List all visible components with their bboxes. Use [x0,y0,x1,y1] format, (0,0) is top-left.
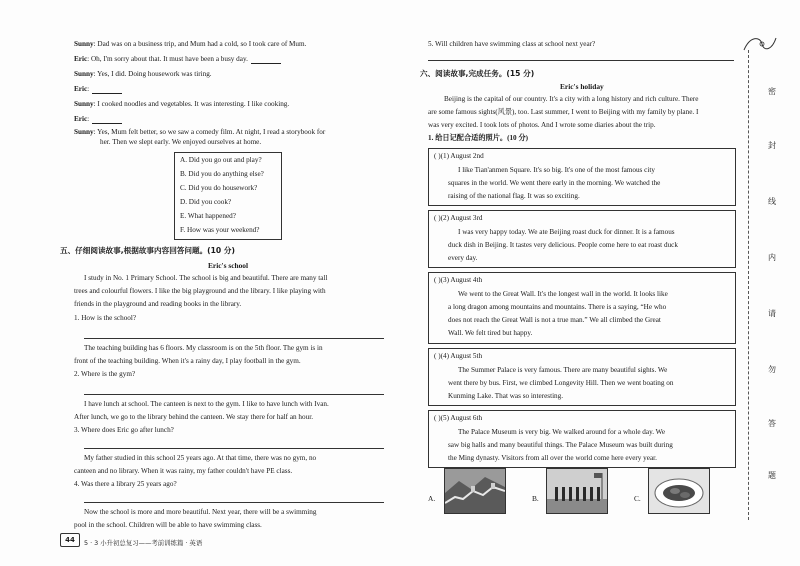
diary-5-line-1: The Palace Museum is very big. We walked around for a whole day. We [458,428,666,436]
seal-char-7: 答 [768,419,776,428]
footer-text: 5 · 3 小升初总复习——考前训练篇 · 英语 [84,539,203,547]
diary-2-line-1: I was very happy today. We ate Beijing roast duck for dinner. It is a famous [458,228,675,236]
pic-label-b: B. [532,494,539,503]
para-1-line-3: friends in the playground and reading books in the library. [74,300,242,308]
answer-line-2[interactable] [84,394,384,395]
para-1-line-2: trees and colourful flowers. I like the big playground and the library. I like playing with [74,287,326,295]
diary-4-head[interactable]: ( )(4) August 5th [434,352,483,360]
diary-3-line-4: Wall. We felt tired but happy. [448,329,533,337]
answer-line-3[interactable] [84,448,384,449]
story-title-holiday: Eric's holiday [560,82,604,91]
answer-blank[interactable] [251,56,281,64]
dialogue-line-7-cont: her. Then we slept early. We enjoyed ourselves at home. [100,138,262,146]
diary-3-line-2: a long dragon among mountains and mountains. There is a saying, “He who [448,303,667,311]
diary-5-line-2: saw big halls and many beautiful things. The Palace Museum was built during [448,441,673,449]
option-d: D. Did you cook? [180,198,232,206]
question-4: 4. Was there a library 25 years ago? [74,480,177,488]
diary-1-head[interactable]: ( )(1) August 2nd [434,152,484,160]
para-4-line-1: My father studied in this school 25 years ago. At that time, there was no gym, no [84,454,317,462]
great-wall-photo [444,468,506,514]
dialogue-line-5: Sunny: I cooked noodles and vegetables. It was interesting. I like cooking. [74,100,290,108]
question-1: 1. How is the school? [74,314,137,322]
diary-3-line-1: We went to the Great Wall. It's the longest wall in the world. It looks like [458,290,668,298]
intro-line-2: are some famous sights(风景), too. Last summer, I went to Beijing with my family by plane. I [428,108,699,116]
pic-label-c: C. [634,494,641,503]
para-5-line-2: pool in the school. Children will be able to have swimming class. [74,521,262,529]
answer-line-5[interactable] [428,60,734,61]
para-4-line-2: canteen and no library. When it was rainy, my father couldn't have PE class. [74,467,293,475]
para-5-line-1: Now the school is more and more beautiful. Next year, there will be a swimming [84,508,317,516]
seal-char-6: 勿 [768,365,776,374]
story-title-school: Eric's school [208,261,249,270]
answer-line-4[interactable] [84,502,384,503]
diary-3-head[interactable]: ( )(3) August 4th [434,276,483,284]
diary-4-line-1: The Summer Palace is very famous. There are many beautiful sights. We [458,366,668,374]
diary-2-line-3: every day. [448,254,478,262]
dialogue-line-1: Sunny: Dad was on a business trip, and Mum had a cold, so I took care of Mum. [74,40,307,48]
pic-label-a: A. [428,494,436,503]
diary-1-line-3: raising of the national flag. It was so exciting. [448,192,580,200]
diary-2-head[interactable]: ( )(2) August 3rd [434,214,483,222]
diary-4-line-3: Kunming Lake. That was so interesting. [448,392,564,400]
answer-blank[interactable] [92,86,122,94]
option-a: A. Did you go out and play? [180,156,262,164]
para-2-line-2: front of the teaching building. When it's a rainy day, I play football in the gym. [74,357,301,365]
seal-char-4: 内 [768,253,776,262]
task-1-title: 1. 给日记配合适的照片。(10 分) [428,134,529,142]
intro-line-3: was very excited. I took lots of photos. And I wrote some diaries about the trip. [428,121,656,129]
roast-duck-photo [648,468,710,514]
option-f: F. How was your weekend? [180,226,260,234]
question-3: 3. Where does Eric go after lunch? [74,426,174,434]
option-e: E. What happened? [180,212,236,220]
para-3-line-2: After lunch, we go to the library behind the canteen. We stay there for half an hour. [74,413,313,421]
diary-4-line-2: went there by bus. First, we climbed Longevity Hill. Then we went boating on [448,379,674,387]
diary-1-line-2: squares in the world. We went there early in the morning. We watched the [448,179,661,187]
option-b: B. Did you do anything else? [180,170,264,178]
dialogue-line-4: Eric: [74,85,122,94]
flag-raising-photo [546,468,608,514]
seal-char-1: 密 [768,87,776,96]
answer-line-1[interactable] [84,338,384,339]
para-1-line-1: I study in No. 1 Primary School. The school is big and beautiful. There are many tall [84,274,328,282]
dialogue-line-3: Sunny: Yes, I did. Doing housework was tiring. [74,70,212,78]
para-3-line-1: I have lunch at school. The canteen is next to the gym. I like to have lunch with Ivan. [84,400,329,408]
question-5: 5. Will children have swimming class at school next year? [428,40,596,48]
para-2-line-1: The teaching building has 6 floors. My classroom is on the 5th floor. The gym is in [84,344,323,352]
dialogue-line-2: Eric: Oh, I'm sorry about that. It must have been a busy day. [74,55,281,64]
page-number: 44 [60,533,80,547]
section-5-title: 五、仔细阅读故事,根据故事内容回答问题。(10 分) [60,246,235,255]
seal-ornament-icon [740,30,780,60]
dialogue-line-6: Eric: [74,115,122,124]
diary-1-line-1: I like Tian'anmen Square. It's so big. It's one of the most famous city [458,166,655,174]
seal-dashed-line [748,50,749,520]
diary-5-line-3: the Ming dynasty. Visitors from all over the world come here every year. [448,454,657,462]
seal-char-3: 线 [768,197,776,206]
dialogue-line-7: Sunny: Yes, Mum felt better, so we saw a comedy film. At night, I read a storybook for [74,128,326,136]
diary-2-line-2: duck dish in Beijing. It tastes very delicious. People come here to eat roast duck [448,241,678,249]
option-c: C. Did you do housework? [180,184,258,192]
seal-char-2: 封 [768,141,776,150]
question-2: 2. Where is the gym? [74,370,136,378]
section-6-title: 六、阅读故事,完成任务。(15 分) [420,69,535,78]
options-box [174,152,282,240]
diary-3-line-3: does not reach the Great Wall is not a true man.” We all climbed the Great [448,316,661,324]
answer-blank[interactable] [92,116,122,124]
diary-5-head[interactable]: ( )(5) August 6th [434,414,483,422]
seal-char-5: 请 [768,309,776,318]
intro-line-1: Beijing is the capital of our country. It's a city with a long history and rich culture. There [444,95,699,103]
seal-char-8: 题 [768,471,776,480]
